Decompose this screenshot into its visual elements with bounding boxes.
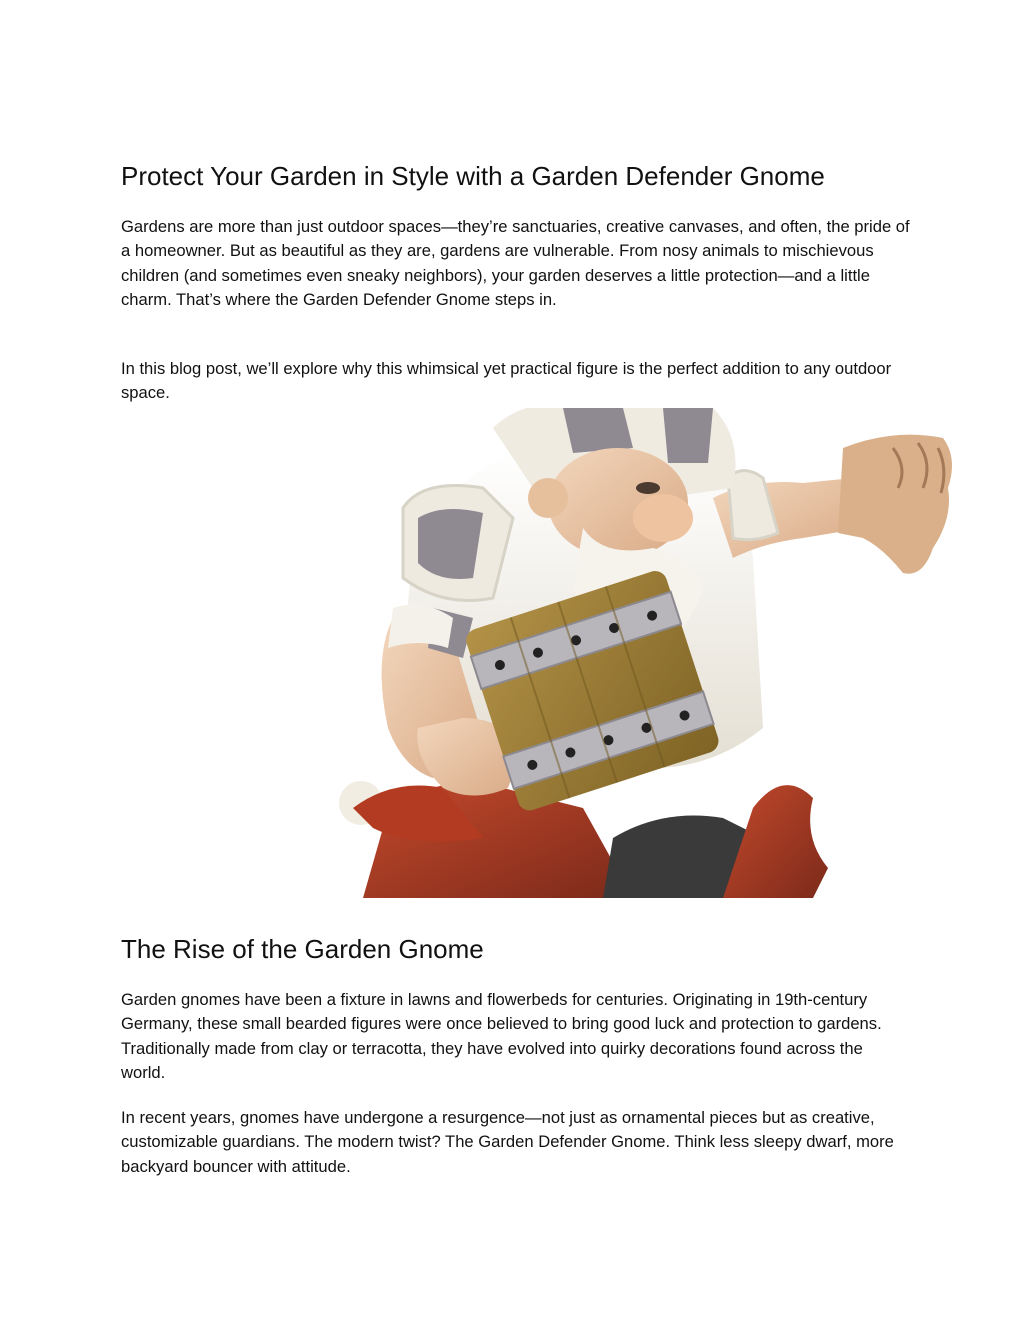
- intro-paragraph-2: In this blog post, we’ll explore why this whimsical yet practical figure is the perfect addition to any outdoor space.: [121, 359, 892, 403]
- section-paragraph-1: Garden gnomes have been a fixture in lawns and flowerbeds for centuries. Originating in 19th-century Germany, these small bearded figures were once believed to bring good luck and protection to gardens. Traditionally made from clay or terracotta, they have evolved into quirky decorations found across the world.: [121, 990, 882, 1083]
- intro-paragraph-1: Gardens are more than just outdoor spaces—they’re sanctuaries, creative canvases, and often, the pride of a homeowner. But as beautiful as they are, gardens are vulnerable. From nosy animals to mischievous children (and sometimes even sneaky neighbors), your garden deserves a little protection—and a little charm. That’s where the Garden Defender Gnome steps in.: [121, 217, 910, 310]
- page-title: Protect Your Garden in Style with a Garden Defender Gnome: [121, 161, 825, 191]
- section-heading: The Rise of the Garden Gnome: [121, 934, 484, 964]
- section-paragraph-2: In recent years, gnomes have undergone a resurgence—not just as ornamental pieces but as creative, customizable guardians. The modern twist? The Garden Defender Gnome. Think less sleepy dwarf, more backyard bouncer with attitude.: [121, 1108, 894, 1176]
- gnome-figurine-image: [333, 408, 961, 898]
